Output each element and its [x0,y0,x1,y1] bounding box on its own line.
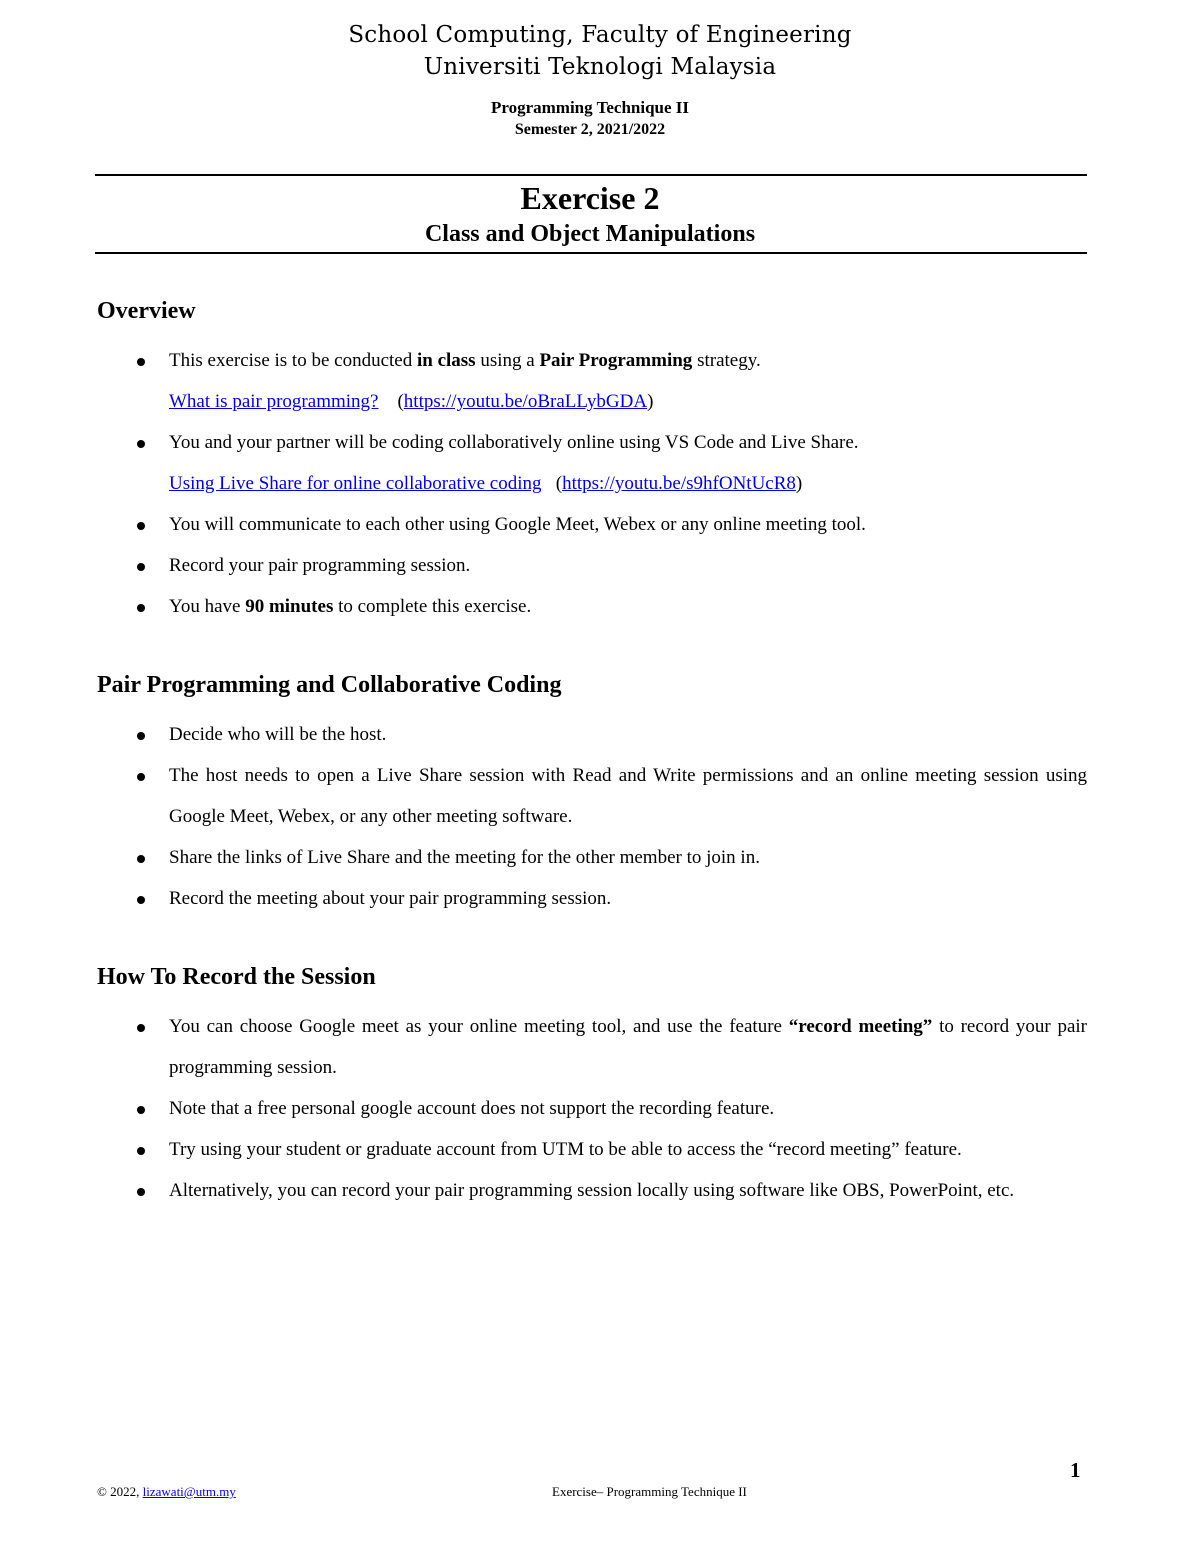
footer-copyright [97,1484,236,1500]
bullet-icon [137,1024,145,1032]
overview-list [97,340,1087,627]
list-item [97,504,1087,545]
record-section [97,962,1087,1211]
item-bold: 90 minutes [245,596,334,617]
item-bold: Pair Programming [539,350,693,371]
item-text: You have [169,596,246,617]
pair-programming-video-link[interactable]: What is pair programming? [169,391,379,412]
item-text: You will communicate to each other using Google Meet, Webex or any online meeting tool. [169,514,866,535]
item-text: using a [475,350,540,371]
live-share-video-link[interactable]: Using Live Share for online collaborative coding [169,473,542,494]
list-item [97,545,1087,586]
pair-programming-section [97,670,1087,919]
page-number: 1 [1070,1458,1081,1482]
overview-section [97,296,1087,627]
live-share-url-link[interactable]: https://youtu.be/s9hfONtUcR8 [562,473,796,494]
bullet-icon [137,1188,145,1196]
bullet-icon [137,1147,145,1155]
item-text: Record the meeting about your pair programming session. [169,888,612,909]
item-bold: in class [416,350,476,371]
bullet-icon [137,522,145,530]
item-text: This exercise is to be conducted [169,350,417,371]
item-text: strategy. [692,350,761,371]
header-university: Universiti Teknologi Malaysia [423,54,777,80]
list-item [97,878,1087,919]
item-text: to record your pair programming session. [169,1016,1087,1078]
author-email-link[interactable]: lizawati@utm.my [142,1484,236,1499]
bullet-icon [137,358,145,366]
bullet-icon [137,732,145,740]
list-item [97,1088,1087,1129]
title-bottom-rule [95,252,1087,254]
bullet-icon [137,1106,145,1114]
item-text: The host needs to open a Live Share session with Read and Write permissions and an online meeting session using Google Meet, Webex, or any other meeting software. [169,765,1087,827]
item-text: Share the links of Live Share and the meeting for the other member to join in. [169,847,760,868]
list-item [97,422,1087,504]
bullet-icon [137,773,145,781]
list-item [97,1129,1087,1170]
item-text: to complete this exercise. [333,596,532,617]
pair-programming-heading: Pair Programming and Collaborative Coding [97,672,562,698]
footer-course: Exercise– Programming Technique II [552,1484,747,1499]
page-subtitle: Class and Object Manipulations [424,221,756,247]
list-item [97,1170,1087,1211]
item-text: Try using your student or graduate account from UTM to be able to access the “record meeting” feature. [169,1139,962,1160]
list-item [97,714,1087,755]
overview-heading: Overview [97,298,196,324]
list-item [97,837,1087,878]
item-text: You and your partner will be coding collaboratively online using VS Code and Live Share. [169,432,859,453]
pair-programming-list [97,714,1087,919]
copyright-text: © 2022, [97,1484,143,1499]
header-school: School Computing, Faculty of Engineering [348,22,852,48]
header-course: Programming Technique II [490,98,690,117]
item-bold: “record meeting” [788,1016,933,1037]
bullet-icon [137,604,145,612]
bullet-icon [137,896,145,904]
header-semester: Semester 2, 2021/2022 [514,121,666,138]
link-line: What is pair programming? (https://youtu.be/oBraLLybGDA) [169,391,654,412]
pair-programming-url-link[interactable]: https://youtu.be/oBraLLybGDA [403,391,648,412]
list-item [97,586,1087,627]
item-text: Decide who will be the host. [169,724,387,745]
record-heading: How To Record the Session [97,964,376,990]
list-item [97,1006,1087,1088]
list-item [97,755,1087,837]
list-item [97,340,1087,422]
bullet-icon [137,563,145,571]
title-top-rule [95,174,1087,176]
record-list [97,1006,1087,1211]
page-title: Exercise 2 [520,180,660,216]
item-text: You can choose Google meet as your online meeting tool, and use the feature [169,1016,789,1037]
link-line: Using Live Share for online collaborative coding (https://youtu.be/s9hfONtUcR8) [169,473,803,494]
item-text: Note that a free personal google account does not support the recording feature. [169,1098,775,1119]
item-text: Record your pair programming session. [169,555,471,576]
bullet-icon [137,855,145,863]
item-text: Alternatively, you can record your pair programming session locally using software like OBS, PowerPoint, etc. [169,1180,1015,1201]
bullet-icon [137,440,145,448]
